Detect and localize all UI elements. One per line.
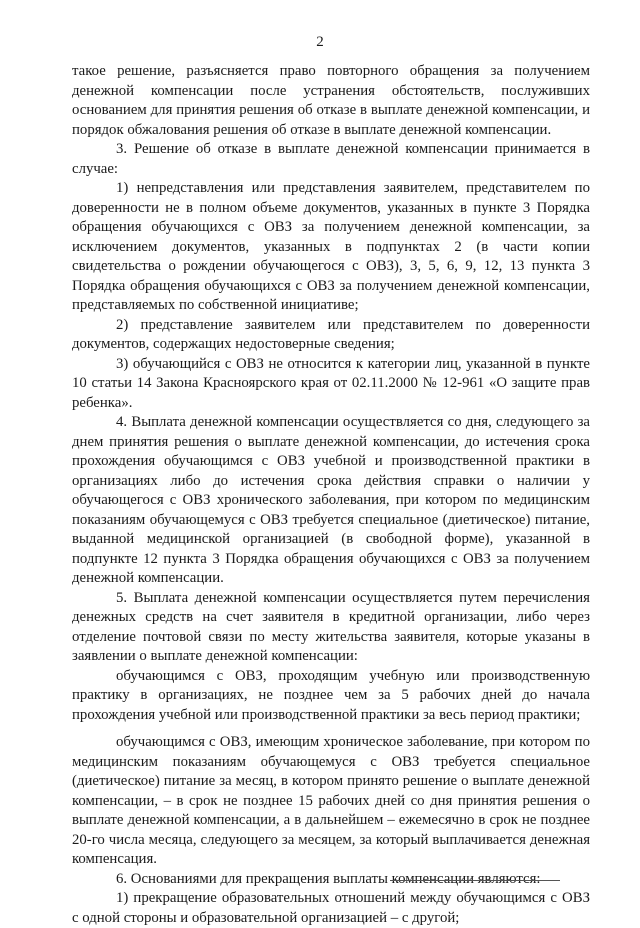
page-number: 2: [316, 34, 324, 50]
paragraph-subitem-3-2: 2) представление заявителем или представителем по доверенности документов, содержащих недостоверные сведения;: [72, 316, 590, 352]
paragraph-item-6: 6. Основаниями для прекращения выплаты компенсации являются:: [116, 870, 541, 887]
paragraph-item-5: 5. Выплата денежной компенсации осуществляется путем перечисления денежных средств на счет заявителя в кредитной организации, либо через отделение почтовой связи по месту жительства заявителя, которые указаны в заявлении о выплате денежной компенсации:: [72, 589, 590, 664]
paragraph-subitem-3-1: 1) непредставления или представления заявителем, представителем по доверенности не в полном объеме документов, указанных в пункте 3 Порядка обращения обучающихся с ОВЗ за получением денежной компенсации, за исключением документов, указанных в подпунктах 2 (в части копии свидетельства о рождении обучающегося с ОВЗ), 3, 5, 6, 9, 12, 13 пункта 3 Порядка обращения обучающихся с ОВЗ за получением денежной компенсации, представляемых по собственной инициативе;: [72, 180, 590, 313]
paragraph-item-3: 3. Решение об отказе в выплате денежной компенсации принимается в случае:: [72, 141, 590, 177]
paragraph-item-4: 4. Выплата денежной компенсации осуществляется со дня, следующего за днем принятия решения о выплате денежной компенсации, до истечения срока прохождения обучающимся с ОВЗ учебной и производственной практики в организациях либо до истечения срока действия справки о наличии у обучающегося с ОВЗ хронического заболевания, при котором по медицинским показаниям обучающемуся с ОВЗ требуется специальное (диетическое) питание, выданной медицинской организацией (в свободной форме), указанной в подпункте 12 пункта 3 Порядка обращения обучающихся с ОВЗ за получением денежной компенсации.: [72, 414, 590, 586]
document-body: [72, 62, 590, 928]
paragraph-subitem-6-1: 1) прекращение образовательных отношений между обучающимся с ОВЗ с одной стороны и образовательной организацией – с другой;: [72, 890, 590, 926]
paragraph-item-5-chronic: обучающимся с ОВЗ, имеющим хроническое заболевание, при котором по медицинским показаниям обучающемуся с ОВЗ требуется специальное (диетическое) питание за месяц, в котором принято решение о выплате денежной компенсации, – в срок не позднее 15 рабочих дней со дня принятия решения о выплате денежной компенсации, а в дальнейшем – ежемесячно в срок не позднее 20-го числа месяца, следующего за месяцем, за который выплачивается денежная компенсация.: [72, 734, 590, 867]
paragraph-continuation: такое решение, разъясняется право повторного обращения за получением денежной компенсации после устранения обстоятельств, послуживших основанием для принятия решения об отказе в выплате денежной компенсации, и порядок обжалования решения об отказе в выплате денежной компенсации.: [72, 63, 590, 138]
paragraph-subitem-3-3: 3) обучающийся с ОВЗ не относится к категории лиц, указанной в пункте 10 статьи 14 Закона Красноярского края от 02.11.2000 № 12-961 «О защите прав ребенка».: [72, 355, 590, 411]
paragraph-item-5-practice: обучающимся с ОВЗ, проходящим учебную или производственную практику в организациях, не позднее чем за 5 рабочих дней до начала прохождения учебной или производственной практики за весь период практики;: [72, 667, 590, 723]
footer-divider: [390, 880, 560, 881]
